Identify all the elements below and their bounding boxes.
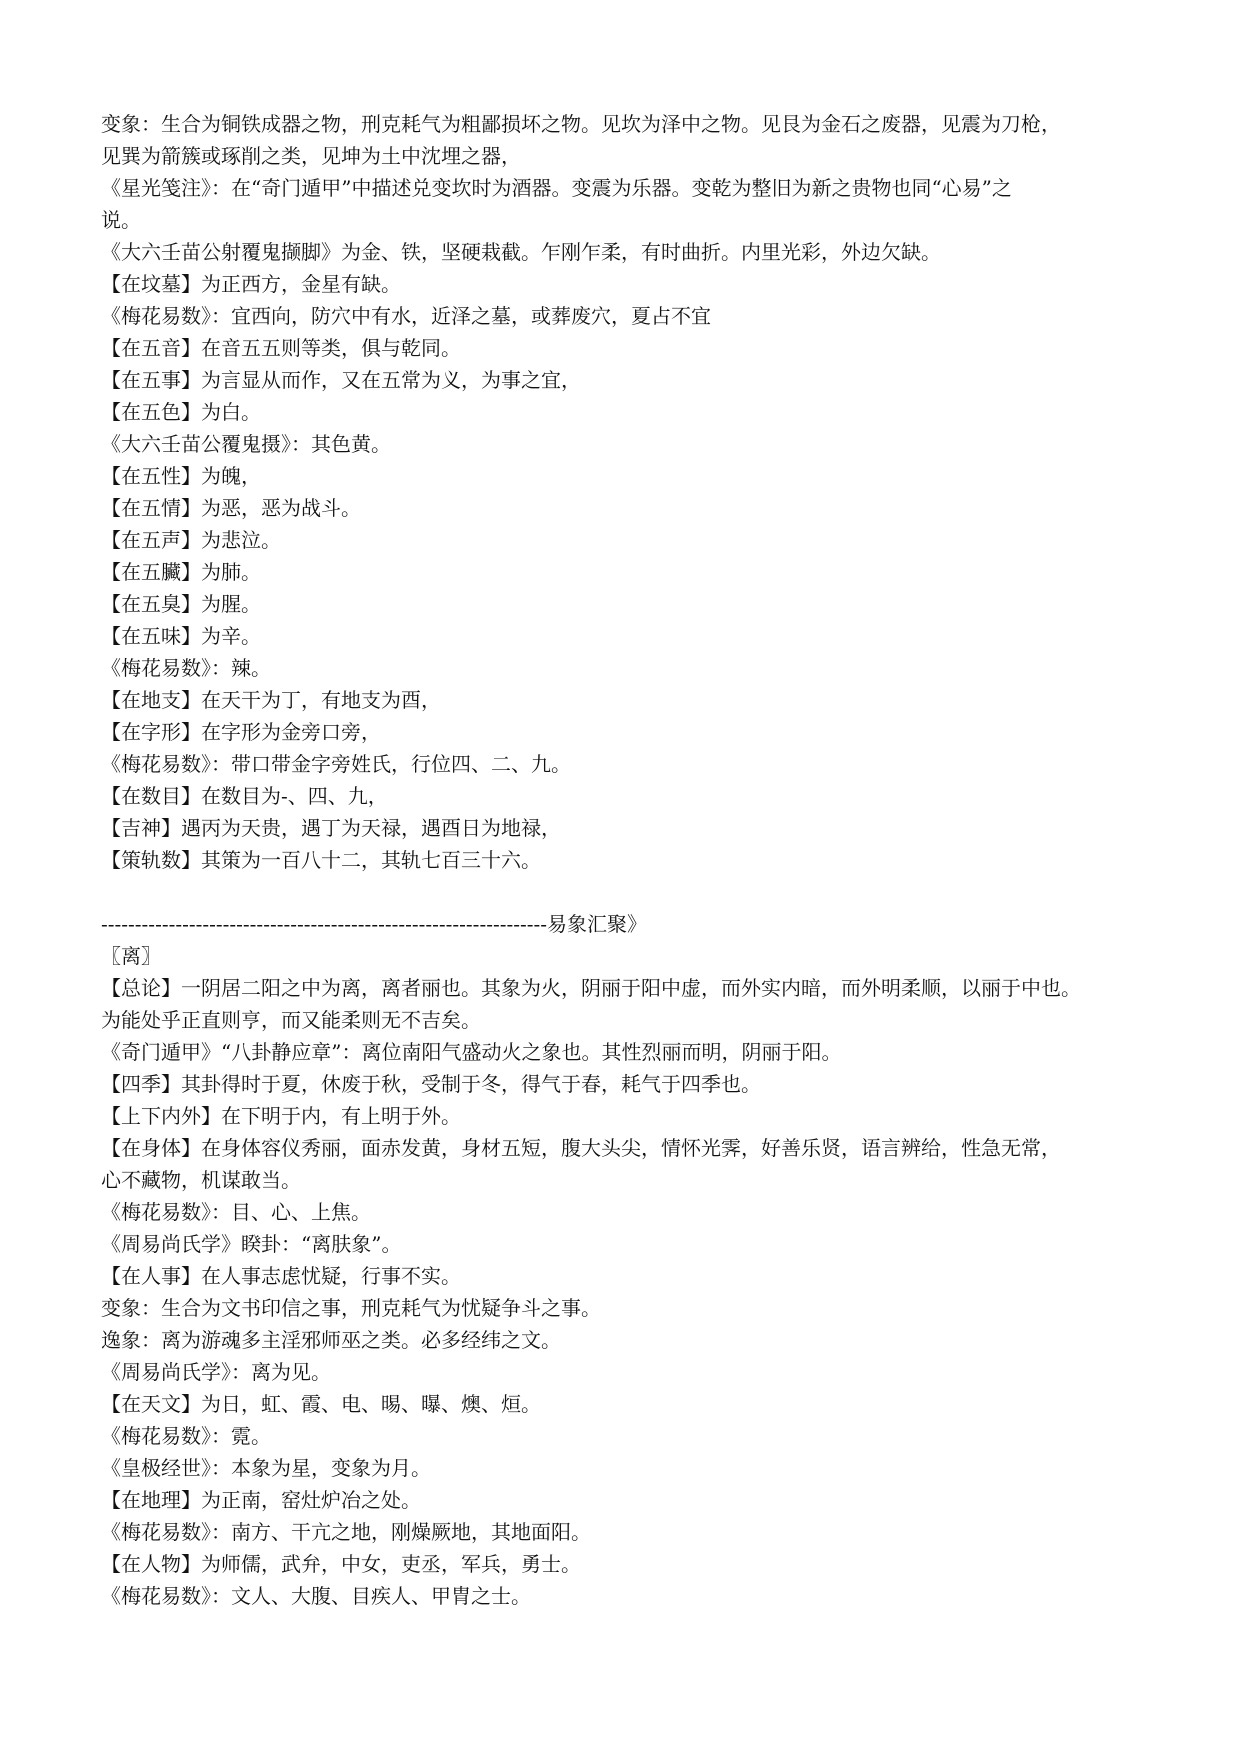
text-line: 《梅花易数》：文人、大腹、目疾人、甲胄之士。 (101, 1584, 531, 1608)
text-line: 【在五声】为悲泣。 (101, 528, 281, 552)
text-line: 【吉神】遇丙为天贵，遇丁为天禄，遇酉日为地禄， (101, 816, 561, 840)
text-line: 【总论】一阴居二阳之中为离，离者丽也。其象为火，阴丽于阳中虚，而外实内暗，而外明柔顺，以丽于中也。 (101, 976, 1081, 1000)
text-line: 逸象：离为游魂多主淫邪师巫之类。必多经纬之文。 (101, 1328, 561, 1352)
text-line: 《皇极经世》：本象为星，变象为月。 (101, 1456, 431, 1480)
text-line: 【在人物】为师儒，武弁，中女，吏丞，军兵，勇士。 (101, 1552, 581, 1576)
text-line: 【在数目】在数目为-、四、九， (101, 784, 388, 808)
section-gap (101, 876, 1141, 908)
text-line: 《周易尚氏学》：离为见。 (101, 1360, 331, 1384)
text-line: 《梅花易数》：南方、干亢之地，刚燥厥地，其地面阳。 (101, 1520, 591, 1544)
text-line: 《梅花易数》：宜西向，防穴中有水，近泽之墓，或葬废穴，夏占不宜 (101, 304, 711, 328)
text-line: 《梅花易数》：目、心、上焦。 (101, 1200, 371, 1224)
text-line: 【在五味】为辛。 (101, 624, 261, 648)
text-line: 【四季】其卦得时于夏，休废于秋，受制于冬，得气于春，耗气于四季也。 (101, 1072, 761, 1096)
text-line: 变象：生合为铜铁成器之物，刑克耗气为粗鄙损坏之物。见坎为泽中之物。见艮为金石之废器，见震为刀枪， (101, 112, 1061, 136)
text-line: 【在五音】在音五五则等类，俱与乾同。 (101, 336, 461, 360)
text-line: 《梅花易数》：带口带金字旁姓氏，行位四、二、九。 (101, 752, 571, 776)
text-line: 【在身体】在身体容仪秀丽，面赤发黄，身材五短，腹大头尖，情怀光霁，好善乐贤，语言辨给，性急无常， (101, 1136, 1061, 1160)
text-line: 【在五色】为白。 (101, 400, 261, 424)
text-line: 【在五臟】为肺。 (101, 560, 261, 584)
text-line: 【在人事】在人事志虑忧疑，行事不实。 (101, 1264, 461, 1288)
text-line: 《梅花易数》：霓。 (101, 1424, 271, 1448)
text-line: 【在五臭】为腥。 (101, 592, 261, 616)
text-line: 《奇门遁甲》“八卦静应章”：离位南阳气盛动火之象也。其性烈丽而明，阴丽于阳。 (101, 1040, 842, 1064)
text-line: 【在五情】为恶，恶为战斗。 (101, 496, 361, 520)
text-line: 【在坟墓】为正西方，金星有缺。 (101, 272, 401, 296)
text-line: 心不藏物，机谋敢当。 (101, 1168, 301, 1192)
section-dui-continued (101, 108, 1141, 876)
text-line: 《周易尚氏学》睽卦：“离肤象”。 (101, 1232, 402, 1256)
text-line: 《大六壬苗公射覆鬼撷脚》为金、铁，坚硬栽截。乍刚乍柔，有时曲折。内里光彩，外边欠缺。 (101, 240, 941, 264)
text-line: 《梅花易数》：辣。 (101, 656, 271, 680)
text-line: 《星光笺注》：在“奇门遁甲”中描述兑变坎时为酒器。变震为乐器。变乾为整旧为新之贵物也同“心易”之 (101, 176, 1012, 200)
text-line: 变象：生合为文书印信之事，刑克耗气为忧疑争斗之事。 (101, 1296, 601, 1320)
text-line: 【在五性】为魄， (101, 464, 261, 488)
section-divider: ------------------------------------------------------------------易象汇聚》 (101, 912, 648, 936)
text-line: 【策轨数】其策为一百八十二，其轨七百三十六。 (101, 848, 541, 872)
text-line: 见巽为箭簇或琢削之类，见坤为土中沈埋之器， (101, 144, 521, 168)
text-line: 为能处乎正直则亨，而又能柔则无不吉矣。 (101, 1008, 481, 1032)
text-line: 说。 (101, 208, 141, 232)
text-line: 【在地理】为正南，窑灶炉冶之处。 (101, 1488, 421, 1512)
text-line: 【上下内外】在下明于内，有上明于外。 (101, 1104, 461, 1128)
text-line: 《大六壬苗公覆鬼摄》：其色黄。 (101, 432, 391, 456)
text-line: 【在地支】在天干为丁，有地支为酉， (101, 688, 441, 712)
text-line: 【在天文】为日，虹、霞、电、晹、曝、燠、烜。 (101, 1392, 541, 1416)
text-line: 【在字形】在字形为金旁口旁， (101, 720, 381, 744)
text-line: 【在五事】为言显从而作，又在五常为义，为事之宜， (101, 368, 581, 392)
section-heading: 〖离〗 (101, 944, 161, 968)
section-li (101, 908, 1141, 1612)
